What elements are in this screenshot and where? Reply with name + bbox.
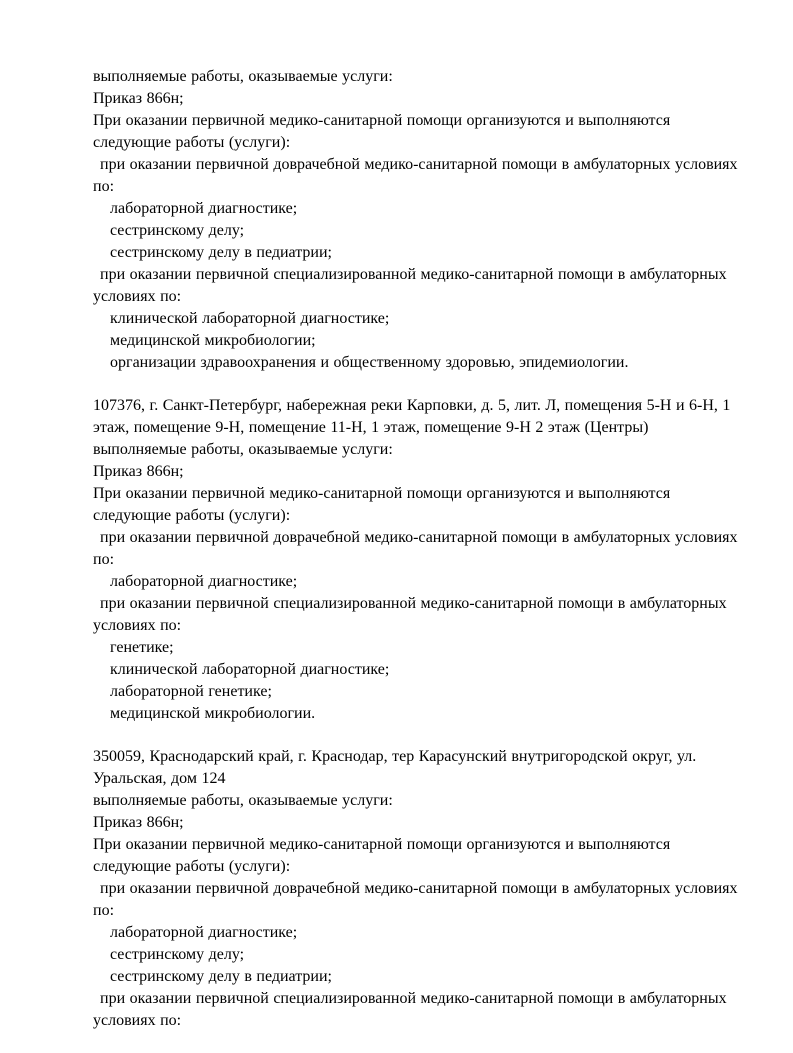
service-item: организации здравоохранения и общественному здоровью, эпидемиологии. <box>110 354 629 371</box>
service-category: при оказании первичной специализированной медико-санитарной помощи в амбулаторных условиях по: <box>93 266 727 305</box>
works-services-header: выполняемые работы, оказываемые услуги: <box>93 68 393 85</box>
order-reference: Приказ 866н; <box>93 90 184 107</box>
address-line: 350059, Краснодарский край, г. Краснодар, тер Карасунский внутригородской округ, ул. Уральская, дом 124 <box>93 748 697 787</box>
address-line: 107376, г. Санкт-Петербург, набережная реки Карповки, д. 5, лит. Л, помещения 5-Н и 6-Н, 1 этаж, помещение 9-Н, помещение 11-Н, 1 этаж, помещение 9-Н 2 этаж (Центры) <box>93 397 731 436</box>
service-item: сестринскому делу в педиатрии; <box>110 244 332 261</box>
service-item: сестринскому делу в педиатрии; <box>110 968 332 985</box>
service-item: лабораторной диагностике; <box>110 573 298 590</box>
services-intro: При оказании первичной медико-санитарной помощи организуются и выполняются следующие работы (услуги): <box>93 112 671 151</box>
service-item: сестринскому делу; <box>110 222 245 239</box>
order-reference: Приказ 866н; <box>93 814 184 831</box>
service-category: при оказании первичной специализированной медико-санитарной помощи в амбулаторных условиях по: <box>93 595 727 634</box>
service-item: сестринскому делу; <box>110 946 245 963</box>
service-item: лабораторной диагностике; <box>110 200 298 217</box>
service-item: клинической лабораторной диагностике; <box>110 661 390 678</box>
license-services-block-3 <box>93 746 743 1032</box>
service-category: при оказании первичной доврачебной медико-санитарной помощи в амбулаторных условиях по: <box>93 880 738 919</box>
service-item: генетике; <box>110 639 174 656</box>
service-item: лабораторной генетике; <box>110 683 272 700</box>
service-item: лабораторной диагностике; <box>110 924 298 941</box>
license-services-block-2 <box>93 395 743 725</box>
service-category: при оказании первичной доврачебной медико-санитарной помощи в амбулаторных условиях по: <box>93 529 738 568</box>
services-intro: При оказании первичной медико-санитарной помощи организуются и выполняются следующие работы (услуги): <box>93 485 671 524</box>
license-services-block-1 <box>93 66 743 374</box>
service-item: медицинской микробиологии. <box>110 705 316 722</box>
works-services-header: выполняемые работы, оказываемые услуги: <box>93 792 393 809</box>
service-category: при оказании первичной специализированной медико-санитарной помощи в амбулаторных условиях по: <box>93 990 727 1029</box>
order-reference: Приказ 866н; <box>93 463 184 480</box>
services-intro: При оказании первичной медико-санитарной помощи организуются и выполняются следующие работы (услуги): <box>93 836 671 875</box>
document-content <box>93 66 743 1032</box>
service-item: медицинской микробиологии; <box>110 332 316 349</box>
service-item: клинической лабораторной диагностике; <box>110 310 390 327</box>
service-category: при оказании первичной доврачебной медико-санитарной помощи в амбулаторных условиях по: <box>93 156 738 195</box>
works-services-header: выполняемые работы, оказываемые услуги: <box>93 441 393 458</box>
